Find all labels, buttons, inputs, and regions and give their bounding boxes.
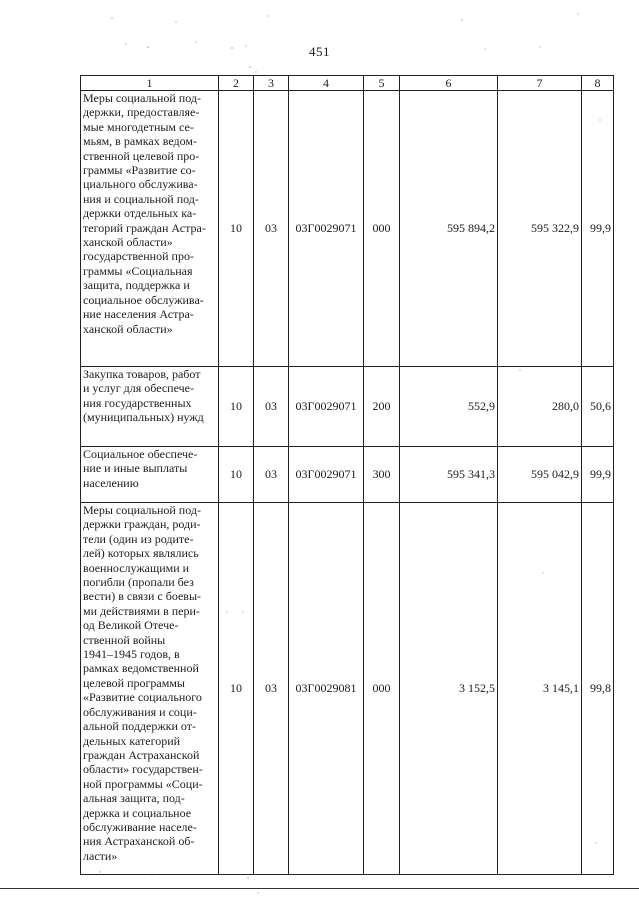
item-name-line: мые многодетным се-: [83, 119, 194, 134]
column-header: 3: [254, 76, 289, 91]
item-name-line: граммы «Развитие со-: [83, 163, 196, 178]
item-name-cell: [81, 91, 219, 367]
item-name-line: погибли (пропали без: [83, 575, 194, 590]
expense-type-cell: 000: [364, 91, 400, 367]
item-name-line: граммы «Социальная: [83, 263, 193, 278]
table-row: [81, 91, 614, 367]
percent-cell: 99,9: [582, 447, 614, 503]
executed-amount-cell: 595 042,9: [498, 447, 582, 503]
table-header-row: [81, 76, 614, 91]
item-name-line: держка и социальное: [83, 805, 192, 820]
percent-cell: 50,6: [582, 367, 614, 447]
item-name-line: Закупка товаров, работ: [83, 367, 201, 381]
item-name-line: ханской области»: [83, 235, 173, 250]
section-cell: 10: [219, 503, 254, 875]
percent-cell: 99,8: [582, 503, 614, 875]
item-name-line: и услуг для обеспече-: [83, 381, 194, 396]
item-name-line: населению: [83, 475, 139, 490]
target-article-cell: 03Г0029081: [289, 503, 364, 875]
section-cell: 10: [219, 91, 254, 367]
target-article-cell: 03Г0029071: [289, 367, 364, 447]
budget-table: [80, 75, 614, 875]
page-number: 451: [309, 44, 330, 59]
item-name-cell: [81, 367, 219, 447]
item-name-line: держки граждан, роди-: [83, 517, 201, 532]
item-name-line: ственной войны: [83, 632, 166, 647]
item-name-line: лей) которых являлись: [83, 546, 199, 561]
item-name-line: дельных категорий: [83, 733, 181, 748]
planned-amount-cell: 552,9: [400, 367, 498, 447]
column-header: 7: [498, 76, 582, 91]
subsection-cell: 03: [254, 447, 289, 503]
item-name-line: граждан Астраханской: [83, 747, 200, 762]
item-name-line: военнослужащими и: [83, 560, 190, 575]
executed-amount-cell: 280,0: [498, 367, 582, 447]
column-header: 1: [81, 76, 219, 91]
item-name-line: государственной про-: [83, 249, 194, 264]
item-name-line: обслуживания и соци-: [83, 704, 197, 719]
item-name-line: ми действиями в пери-: [83, 603, 200, 618]
item-name-line: ханской области»: [83, 321, 173, 336]
item-name-line: области» государствен-: [83, 762, 203, 777]
item-name-line: ственной целевой про-: [83, 148, 200, 163]
item-name-line: тели (один из родите-: [83, 531, 194, 546]
item-name-line: од Великой Отече-: [83, 618, 179, 633]
item-name-line: рамках ведомственной: [83, 661, 199, 676]
column-header: 8: [582, 76, 614, 91]
table-row: [81, 447, 614, 503]
item-name-line: альная защита, под-: [83, 791, 185, 806]
item-name-line: ние и иные выплаты: [83, 461, 188, 476]
subsection-cell: 03: [254, 367, 289, 447]
executed-amount-cell: 3 145,1: [498, 503, 582, 875]
item-name-line: «Развитие социального: [83, 690, 202, 705]
planned-amount-cell: 3 152,5: [400, 503, 498, 875]
item-name-line: мьям, в рамках ведом-: [83, 134, 197, 149]
item-name-line: альной поддержки от-: [83, 719, 196, 734]
item-name-line: Меры социальной под-: [83, 91, 201, 105]
target-article-cell: 03Г0029071: [289, 91, 364, 367]
item-name-line: ния и социальной под-: [83, 191, 199, 206]
item-name-line: ной программы «Соци-: [83, 776, 203, 791]
column-header: 5: [364, 76, 400, 91]
item-name-line: тегорий граждан Астра-: [83, 220, 206, 235]
item-name-line: социальное обслужива-: [83, 292, 204, 307]
item-name-line: ласти»: [83, 848, 118, 863]
column-header: 2: [219, 76, 254, 91]
item-name-line: ния Астраханской об-: [83, 834, 195, 849]
section-cell: 10: [219, 447, 254, 503]
table-row: [81, 367, 614, 447]
item-name-line: защита, поддержка и: [83, 278, 190, 293]
item-name-line: циального обслужива-: [83, 177, 198, 192]
item-name-cell: [81, 503, 219, 875]
item-name-line: Социальное обеспече-: [83, 447, 198, 461]
subsection-cell: 03: [254, 91, 289, 367]
section-cell: 10: [219, 367, 254, 447]
item-name-cell: [81, 447, 219, 503]
target-article-cell: 03Г0029071: [289, 447, 364, 503]
page-bottom-rule: [0, 888, 639, 889]
planned-amount-cell: 595 341,3: [400, 447, 498, 503]
column-header: 6: [400, 76, 498, 91]
column-header: 4: [289, 76, 364, 91]
expense-type-cell: 300: [364, 447, 400, 503]
planned-amount-cell: 595 894,2: [400, 91, 498, 367]
item-name-line: (муниципальных) нужд: [83, 410, 204, 425]
item-name-line: целевой программы: [83, 675, 185, 690]
executed-amount-cell: 595 322,9: [498, 91, 582, 367]
expense-type-cell: 200: [364, 367, 400, 447]
item-name-line: Меры социальной под-: [83, 503, 201, 517]
item-name-line: вести) в связи с боевы-: [83, 589, 202, 604]
item-name-line: держки, предоставляе-: [83, 105, 200, 120]
percent-cell: 99,9: [582, 91, 614, 367]
table-row: [81, 503, 614, 875]
item-name-line: ния государственных: [83, 395, 192, 410]
item-name-line: ние населения Астра-: [83, 307, 194, 322]
expense-type-cell: 000: [364, 503, 400, 875]
item-name-line: держки отдельных ка-: [83, 206, 197, 221]
item-name-line: 1941–1945 годов, в: [83, 647, 180, 662]
subsection-cell: 03: [254, 503, 289, 875]
item-name-line: обслуживание населе-: [83, 819, 197, 834]
